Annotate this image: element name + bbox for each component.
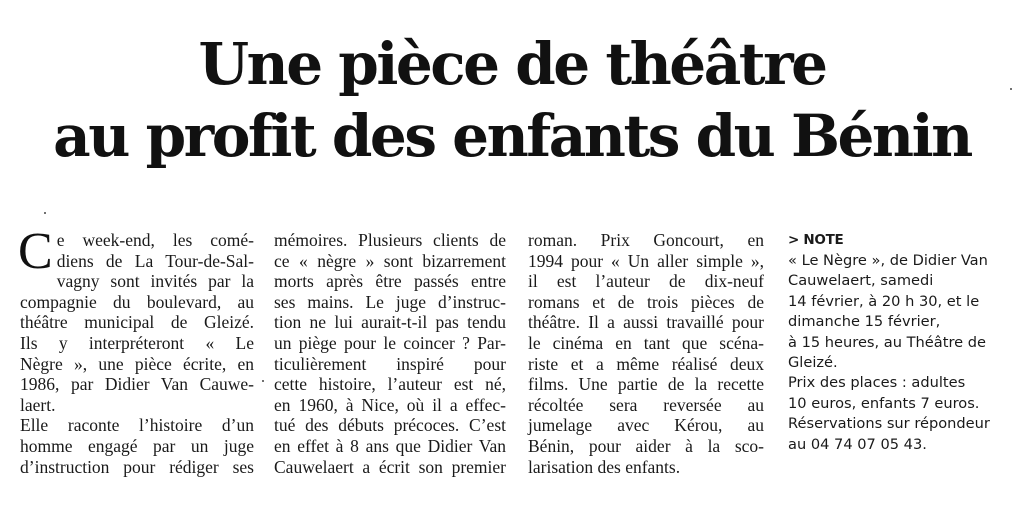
- text-line: diens de La Tour-de-Sal-: [56, 250, 254, 271]
- article-column-3: [528, 230, 764, 477]
- text-line: il est l’auteur de dix-neuf: [528, 271, 764, 292]
- info-note: [788, 231, 1008, 455]
- text-line: larisation des enfants.: [528, 456, 681, 477]
- text-line: d’instruction pour rédiger ses: [20, 456, 254, 477]
- text-line: romans et de trois pièces de: [528, 291, 764, 312]
- text-line: un piège pour le coincer ? Par-: [274, 332, 506, 353]
- text-line: compagnie du boulevard, au: [20, 291, 254, 312]
- scan-speck: [1010, 88, 1012, 90]
- text-line: Nègre », une pièce écrite, en: [20, 353, 254, 374]
- text-line: morts après être passés entre: [274, 271, 506, 292]
- text-line: tué des débuts précoces. C’est: [274, 415, 506, 436]
- headline: [0, 28, 1024, 172]
- text-line: Ils y interpréteront « Le: [20, 332, 254, 353]
- text-line: théâtre municipal de Gleizé.: [20, 312, 254, 333]
- headline-line-1: Une pièce de théâtre: [198, 30, 826, 98]
- headline-line-2: au profit des enfants du Bénin: [53, 102, 971, 170]
- text-line: Elle raconte l’histoire d’un: [20, 415, 254, 436]
- drop-cap: C: [18, 223, 53, 280]
- note-line: Prix des places : adultes: [788, 374, 966, 392]
- note-line: « Le Nègre », de Didier Van: [788, 252, 988, 269]
- text-line: riste et a même réalisé deux: [528, 353, 764, 374]
- text-line: 1994 pour « Un aller simple »,: [528, 250, 764, 271]
- text-line: tion ne lui aurait-t-il pas tendu: [274, 312, 506, 333]
- note-line: Cauwelaert, samedi: [788, 272, 934, 290]
- article-column-1: [18, 223, 254, 477]
- text-line: jumelage avec Kérou, au: [528, 415, 764, 436]
- note-line: au 04 74 07 05 43.: [788, 435, 927, 453]
- scan-speck: [44, 212, 46, 214]
- text-line: récoltée sera reversée au: [528, 394, 764, 415]
- note-line: Gleizé.: [788, 354, 838, 372]
- text-line: ses mains. Le juge d’instruc-: [274, 291, 506, 312]
- text-line: homme engagé par un juge: [20, 435, 254, 456]
- note-line: dimanche 15 février,: [788, 313, 941, 331]
- text-line: Bénin, pour aider à la sco-: [528, 435, 764, 456]
- note-line: à 15 heures, au Théâtre de: [788, 333, 986, 351]
- text-line: mémoires. Plusieurs clients de: [274, 230, 506, 250]
- text-line: films. Une partie de la recette: [528, 374, 764, 395]
- text-line: théâtre. Il a aussi travaillé pour: [528, 312, 764, 333]
- text-line: e week-end, les comé-: [56, 230, 254, 250]
- article-column-2: [274, 230, 506, 477]
- note-line: Réservations sur répondeur: [788, 415, 990, 433]
- text-line: vagny sont invités par la: [56, 271, 254, 292]
- text-line: ce « nègre » sont bizarrement: [274, 250, 506, 271]
- text-line: laert.: [20, 394, 56, 415]
- text-line: le cinéma en tant que scéna-: [528, 332, 764, 353]
- scan-speck: [262, 380, 264, 382]
- text-line: ticulièrement inspiré pour: [274, 353, 506, 374]
- text-line: en effet à 8 ans que Didier Van: [274, 435, 506, 456]
- note-label: > NOTE: [788, 232, 844, 248]
- text-line: cette histoire, l’auteur est né,: [274, 374, 506, 395]
- text-line: en 1960, à Nice, où il a effec-: [274, 394, 506, 415]
- note-line: 10 euros, enfants 7 euros.: [788, 394, 980, 412]
- text-line: roman. Prix Goncourt, en: [528, 230, 764, 250]
- text-line: Cauwelaert a écrit son premier: [274, 456, 506, 477]
- text-line: 1986, par Didier Van Cauwe-: [20, 374, 254, 395]
- note-line: 14 février, à 20 h 30, et le: [788, 292, 980, 310]
